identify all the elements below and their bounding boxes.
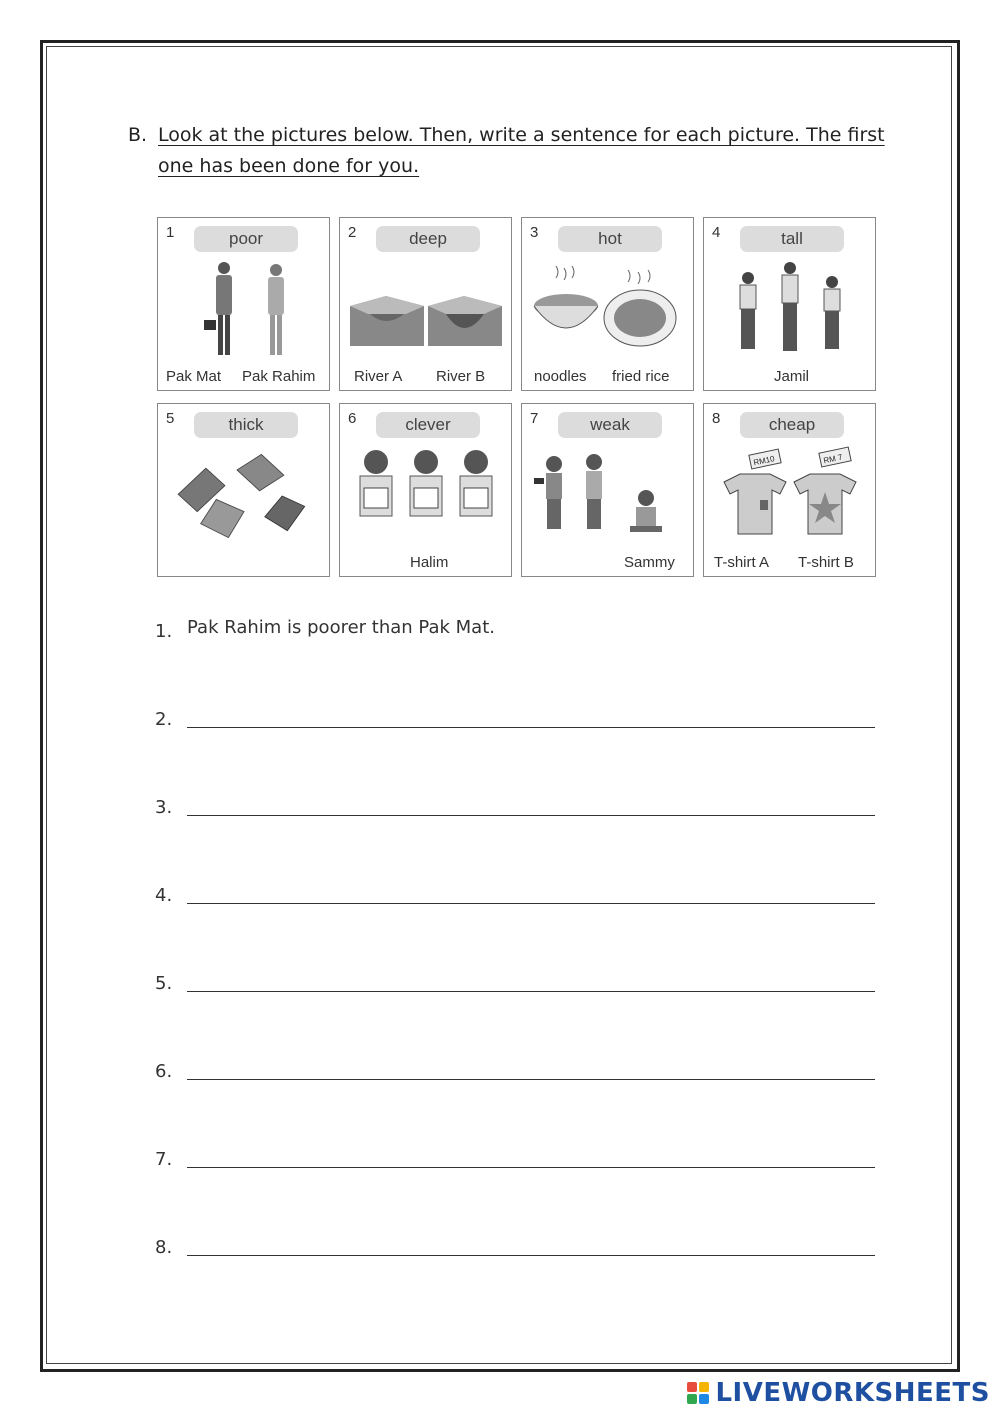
- instruction-text: Look at the pictures below. Then, write a sentence for each picture. The first one has been done for you.: [158, 124, 885, 177]
- picture-word: thick: [194, 412, 298, 438]
- boys-lifting-weights-illustration: [528, 444, 688, 548]
- answer-number: 5.: [155, 973, 173, 994]
- three-students-illustration: [346, 444, 506, 548]
- liveworksheets-logo[interactable]: [687, 1376, 990, 1410]
- picture-card-3: [521, 217, 694, 391]
- picture-word: poor: [194, 226, 298, 252]
- rivers-illustration: [346, 258, 506, 362]
- caption-pak-rahim: Pak Rahim: [242, 368, 316, 385]
- answer-number: 8.: [155, 1237, 173, 1258]
- answer-row-2[interactable]: [155, 698, 875, 734]
- caption-fried-rice: fried rice: [612, 368, 670, 385]
- logo-blocks-icon: [687, 1382, 709, 1404]
- caption-halim: Halim: [410, 554, 449, 571]
- caption-river-b: River B: [436, 368, 486, 385]
- picture-word: clever: [376, 412, 480, 438]
- answer-row-3[interactable]: [155, 786, 875, 822]
- answer-input-line[interactable]: [187, 1255, 875, 1256]
- caption-pak-mat: Pak Mat: [166, 368, 222, 385]
- picture-grid: [157, 217, 877, 579]
- picture-card-2: [339, 217, 512, 391]
- answer-input-line[interactable]: [187, 991, 875, 992]
- picture-number: 5: [166, 410, 175, 427]
- caption-sammy: Sammy: [624, 554, 675, 571]
- picture-number: 8: [712, 410, 721, 427]
- caption-tshirt-b: T-shirt B: [798, 554, 854, 571]
- picture-word: tall: [740, 226, 844, 252]
- picture-word: weak: [558, 412, 662, 438]
- picture-card-1: [157, 217, 330, 391]
- picture-number: 7: [530, 410, 539, 427]
- caption-noodles: noodles: [534, 368, 587, 385]
- picture-word: hot: [558, 226, 662, 252]
- price-tag-b: RM 7: [822, 452, 844, 466]
- caption-river-a: River A: [354, 368, 403, 385]
- three-boys-illustration: [710, 258, 870, 362]
- answer-input-line[interactable]: [187, 727, 875, 728]
- brand-name: LIVEWORKSHEETS: [715, 1378, 990, 1408]
- picture-card-6: [339, 403, 512, 577]
- answer-input-line[interactable]: [187, 903, 875, 904]
- answer-number: 2.: [155, 709, 173, 730]
- caption-tshirt-a: T-shirt A: [714, 554, 770, 571]
- answer-number: 3.: [155, 797, 173, 818]
- picture-card-7: [521, 403, 694, 577]
- section-letter: B.: [128, 124, 148, 146]
- picture-number: 3: [530, 224, 539, 241]
- tshirts-illustration: [710, 444, 870, 548]
- answer-row-7[interactable]: [155, 1138, 875, 1174]
- picture-number: 6: [348, 410, 357, 427]
- answer-number: 1.: [155, 621, 173, 642]
- picture-number: 1: [166, 224, 175, 241]
- answer-input-line[interactable]: [187, 815, 875, 816]
- answer-number: 7.: [155, 1149, 173, 1170]
- answer-number: 6.: [155, 1061, 173, 1082]
- two-men-illustration: [164, 258, 324, 362]
- picture-number: 4: [712, 224, 721, 241]
- picture-number: 2: [348, 224, 357, 241]
- answer-row-4[interactable]: [155, 874, 875, 910]
- answer-row-5[interactable]: [155, 962, 875, 998]
- books-illustration: [164, 444, 324, 548]
- picture-card-5: [157, 403, 330, 577]
- picture-card-8: [703, 403, 876, 577]
- answer-row-1: [155, 610, 875, 646]
- price-tag-a: RM10: [752, 454, 776, 468]
- example-answer: Pak Rahim is poorer than Pak Mat.: [187, 617, 495, 638]
- caption-jamil: Jamil: [774, 368, 810, 385]
- answer-number: 4.: [155, 885, 173, 906]
- picture-word: deep: [376, 226, 480, 252]
- picture-word: cheap: [740, 412, 844, 438]
- picture-card-4: [703, 217, 876, 391]
- answer-row-6[interactable]: [155, 1050, 875, 1086]
- hot-food-illustration: [528, 258, 688, 362]
- answer-input-line[interactable]: [187, 1079, 875, 1080]
- answer-row-8[interactable]: [155, 1226, 875, 1262]
- answer-input-line[interactable]: [187, 1167, 875, 1168]
